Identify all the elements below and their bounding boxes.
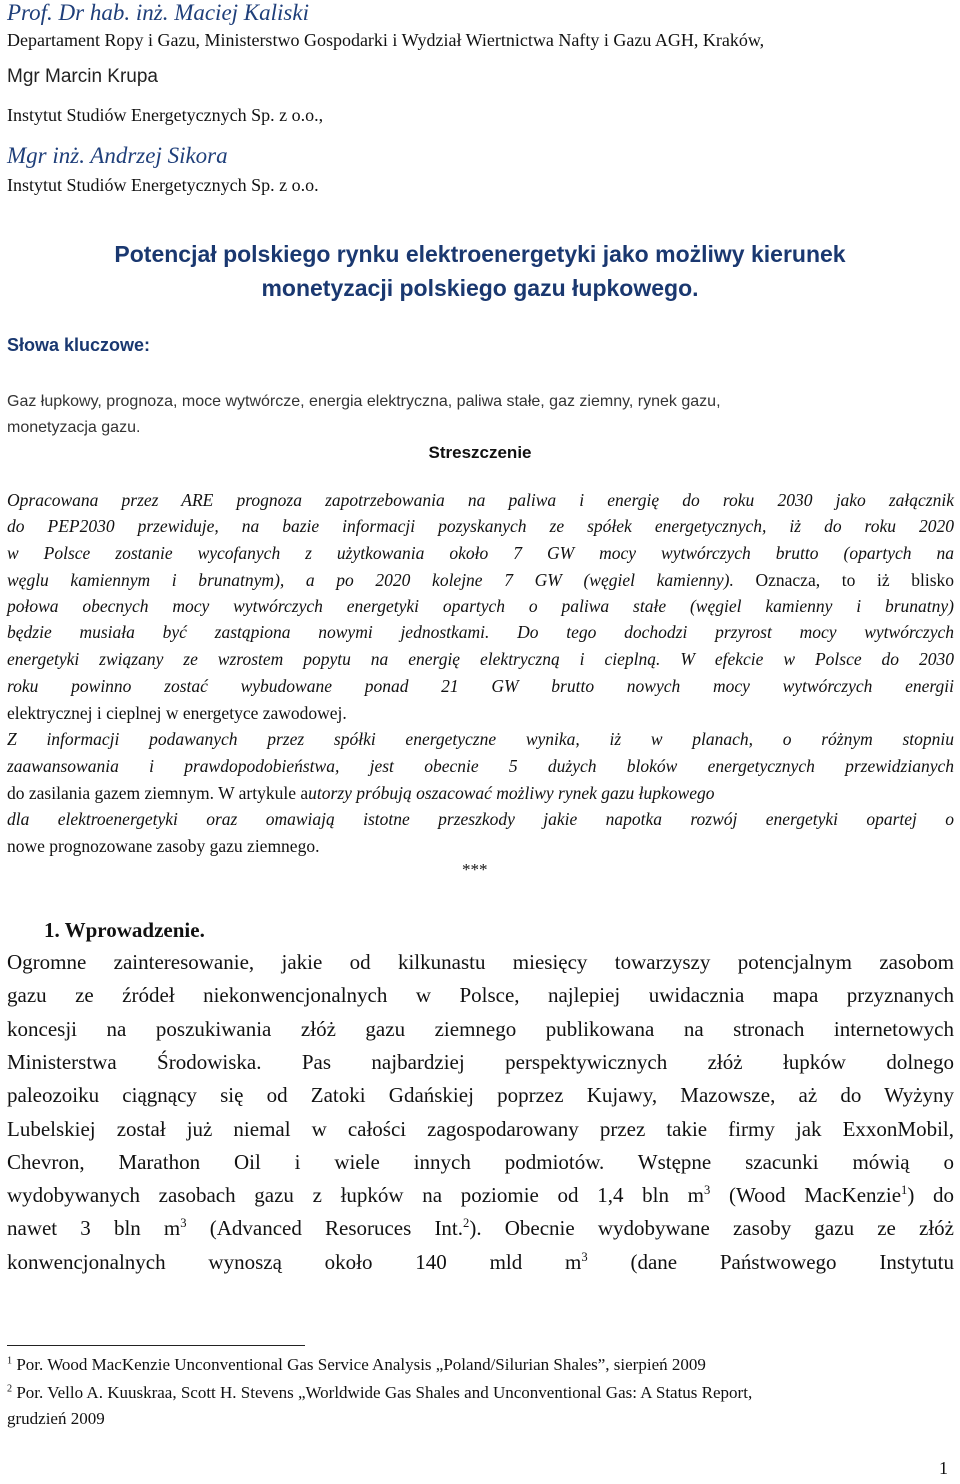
abstract-line: nowe prognozowane zasoby gazu ziemnego. xyxy=(7,836,320,856)
body-line: paleozoiku ciągnący się od Zatoki Gdańskiej poprzez Kujawy, Mazowsze, aż do Wyżyny xyxy=(7,1083,954,1107)
abstract-line: do PEP2030 przewiduje, na bazie informacji pozyskanych ze spółek energetycznych, iż do roku 2020 xyxy=(7,516,954,536)
body-line: nawet 3 bln $m^3$ (Advanced Resoruces Int.$^2$). Obecnie wydobywane zasoby gazu ze złóż xyxy=(7,1216,954,1240)
keywords-line-2: monetyzacja gazu. xyxy=(7,419,141,436)
body-line: koncesji na poszukiwania złóż gazu ziemnego publikowana na stronach internetowych xyxy=(7,1017,954,1041)
body-line: gazu ze źródeł niekonwencjonalnych w Polsce, najlepiej uwidacznia mapa przyznanych xyxy=(7,983,954,1007)
body-line: Ministerstwa Środowiska. Pas najbardziej perspektywicznych złóż łupków dolnego xyxy=(7,1050,954,1074)
body-line: wydobywanych zasobach gazu z łupków na poziomie od 1,4 bln $m^3$ (Wood MacKenzie$^1$) do xyxy=(7,1183,954,1207)
section-separator: *** xyxy=(462,860,488,879)
page-number: 1 xyxy=(939,1458,948,1478)
abstract-line: w Polsce zostanie wycofanych z użytkowania około 7 GW mocy wytwórczych brutto (opartych na xyxy=(7,543,954,563)
section-number: 1. xyxy=(44,918,60,942)
author-3-name: Mgr inż. Andrzej Sikora xyxy=(7,143,228,168)
abstract-line: połowa obecnych mocy wytwórczych energetyki opartych o paliwa stałe (węgiel kamienny i brunatny) xyxy=(7,596,954,616)
abstract-line: energetyki związany ze wzrostem popytu na energię elektryczną i cieplną. W efekcie w Polsce do 2030 xyxy=(7,649,955,669)
author-2-name: Mgr Marcin Krupa xyxy=(7,66,158,87)
abstract-heading: Streszczenie xyxy=(428,443,532,462)
footnote-divider xyxy=(7,1345,305,1346)
footnote-2-continuation: grudzień 2009 xyxy=(7,1409,105,1428)
abstract-line: węglu kamiennym i brunatnym), a po 2020 kolejne 7 GW (węgiel kamienny). Oznacza, to iż blisko xyxy=(7,570,955,590)
abstract-line: elektrycznej i cieplnej w energetyce zawodowej. xyxy=(7,703,347,723)
abstract-line: zaawansowania i prawdopodobieństwa, jest obecnie 5 dużych bloków energetycznych przewidzianych xyxy=(7,756,954,776)
footnote-1: $^1$ Por. Wood MacKenzie Unconventional Gas Service Analysis „Poland/Silurian Shales”, sierpień 2009 xyxy=(7,1355,706,1374)
body-line: Lubelskiej został już niemal w całości zagospodarowany przez takie firmy jak ExxonMobil, xyxy=(7,1117,954,1141)
abstract-line: Z informacji podawanych przez spółki energetyczne wynika, iż w planach, o różnym stopniu xyxy=(7,729,954,749)
abstract-line: Opracowana przez ARE prognoza zapotrzebowania na paliwa i energię do roku 2030 jako załącznik xyxy=(7,490,954,510)
footnote-ref-2[interactable]: 2 xyxy=(463,1216,470,1230)
keywords-line-1: Gaz łupkowy, prognoza, moce wytwórcze, energia elektryczna, paliwa stałe, gaz ziemny, rynek gazu, xyxy=(7,393,721,410)
author-1-name: Prof. Dr hab. inż. Maciej Kaliski xyxy=(7,0,309,25)
article-title-line-1: Potencjał polskiego rynku elektroenergetyki jako możliwy kierunek xyxy=(114,241,846,267)
footnote-2: $^2$ Por. Vello A. Kuuskraa, Scott H. Stevens „Worldwide Gas Shales and Unconventional Gas: A Status Report, xyxy=(7,1383,753,1402)
section-title: Wprowadzenie. xyxy=(64,918,205,942)
abstract-line: do zasilania gazem ziemnym. W artykule autorzy próbują oszacować możliwy rynek gazu łupkowego xyxy=(7,783,715,803)
author-1-affiliation: Departament Ropy i Gazu, Ministerstwo Gospodarki i Wydział Wiertnictwa Nafty i Gazu AGH, Kraków, xyxy=(7,30,765,50)
body-line: Chevron, Marathon Oil i wiele innych podmiotów. Wstępne szacunki mówią o xyxy=(7,1150,954,1174)
footnote-ref-1[interactable]: 1 xyxy=(901,1183,908,1197)
body-line: Ogromne zainteresowanie, jakie od kilkunastu miesięcy towarzyszy potencjalnym zasobom xyxy=(7,950,954,974)
author-3-affiliation: Instytut Studiów Energetycznych Sp. z o.o. xyxy=(7,175,319,195)
keywords-label: Słowa kluczowe: xyxy=(7,335,151,355)
section-heading xyxy=(44,918,205,943)
article-title-line-2: monetyzacji polskiego gazu łupkowego. xyxy=(261,275,699,301)
author-2-affiliation: Instytut Studiów Energetycznych Sp. z o.o., xyxy=(7,105,324,125)
body-line: konwencjonalnych wynoszą około 140 mld $m^3$ (dane Państwowego Instytutu xyxy=(7,1250,954,1274)
abstract-line: roku powinno zostać wybudowane ponad 21 GW brutto nowych mocy wytwórczych energii xyxy=(7,676,954,696)
abstract-line: dla elektroenergetyki oraz omawiają istotne przeszkody jakie napotka rozwój energetyki opartej o xyxy=(7,809,954,829)
abstract-line: będzie musiała być zastąpiona nowymi jednostkami. Do tego dochodzi przyrost mocy wytwórczych xyxy=(7,622,954,642)
